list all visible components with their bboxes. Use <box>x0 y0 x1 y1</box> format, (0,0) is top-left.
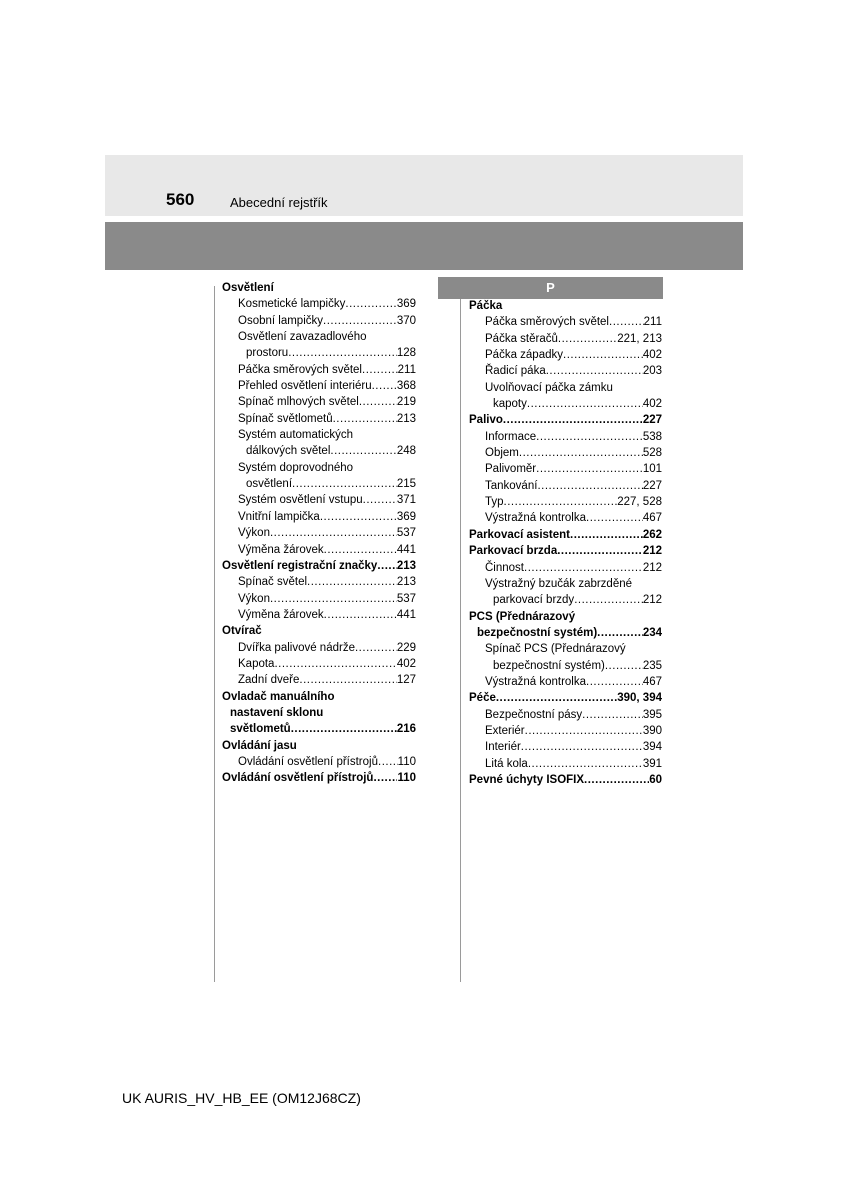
leader-dots <box>496 690 617 706</box>
index-entry <box>222 394 416 410</box>
index-entry-page: 391 <box>642 757 662 770</box>
index-entry <box>222 738 416 754</box>
index-entry <box>469 674 662 690</box>
index-entry-text: nastavení sklonu <box>230 706 324 719</box>
index-entry-text: Výkon <box>238 592 270 605</box>
index-entry-page: 370 <box>396 314 416 327</box>
leader-dots <box>270 591 397 607</box>
index-entry <box>222 476 416 492</box>
index-entry <box>222 574 416 590</box>
index-entry-text: bezpečnostní systém) <box>477 626 598 639</box>
index-entry <box>222 558 416 574</box>
leader-dots <box>528 756 643 772</box>
index-entry <box>222 607 416 623</box>
index-entry <box>222 672 416 688</box>
index-entry-text: Systém doprovodného <box>238 461 354 474</box>
index-entry <box>469 625 662 641</box>
index-entry <box>222 492 416 508</box>
index-entry-text: Výkon <box>238 527 270 540</box>
leader-dots <box>527 396 643 412</box>
index-entry-text: Parkovací brzda <box>469 545 558 558</box>
leader-dots <box>324 607 397 623</box>
index-entry-text: Systém automatických <box>238 429 354 442</box>
index-entry-page: 212 <box>642 561 662 574</box>
leader-dots <box>557 543 643 559</box>
index-entry-page: 227 <box>642 479 662 492</box>
index-entry-text: Informace <box>485 430 537 443</box>
index-entry-text: Výstražný bzučák zabrzděné <box>485 577 633 590</box>
index-entry-text: Spínač světlometů <box>238 412 333 425</box>
index-entry-page: 211 <box>643 316 662 329</box>
index-entry <box>222 329 416 345</box>
page-number: 560 <box>166 190 195 209</box>
index-entry-page: 537 <box>396 527 416 540</box>
index-entry-page: 203 <box>642 365 662 378</box>
leader-dots <box>563 347 643 363</box>
index-entry <box>222 378 416 394</box>
leader-dots <box>558 331 617 347</box>
index-entry-page: 215 <box>396 478 416 491</box>
index-entry-text: Ovládání osvětlení přístrojů <box>222 772 374 785</box>
index-entry-text: Objem <box>485 447 519 460</box>
index-entry-page: 262 <box>642 528 662 541</box>
index-entry-text: Pevné úchyty ISOFIX <box>469 773 585 786</box>
index-entry <box>222 542 416 558</box>
index-entry-text: Osobní lampičky <box>238 314 324 327</box>
index-entry-page: 248 <box>396 445 416 458</box>
leader-dots <box>292 476 397 492</box>
index-entry <box>469 412 662 428</box>
index-entry <box>469 739 662 755</box>
index-entry-text: Výstražná kontrolka <box>485 512 586 525</box>
index-entry-page: 101 <box>642 463 662 476</box>
index-entry-text: bezpečnostní systém) <box>493 659 605 672</box>
leader-dots <box>584 772 649 788</box>
index-entry-page: 537 <box>396 592 416 605</box>
index-entry <box>469 510 662 526</box>
index-entry <box>222 656 416 672</box>
leader-dots <box>519 445 643 461</box>
index-entry-page: 402 <box>396 657 416 670</box>
letter-heading: P <box>438 277 663 299</box>
index-entry-text: Kapota <box>238 657 275 670</box>
index-entry-text: Páčka <box>469 300 503 312</box>
index-entry-text: PCS (Přednárazový <box>469 610 576 623</box>
index-entry-text: Vnitřní lampička <box>238 510 320 523</box>
index-entry <box>222 623 416 639</box>
leader-dots <box>586 510 643 526</box>
index-entry <box>222 525 416 541</box>
leader-dots <box>536 429 643 445</box>
index-entry-page: 441 <box>396 543 416 556</box>
index-entry <box>469 641 662 657</box>
index-entry-text: Spínač mlhových světel <box>238 396 359 409</box>
index-entry <box>469 772 662 788</box>
leader-dots <box>307 574 397 590</box>
index-entry-page: 213 <box>396 412 416 425</box>
index-entry-page: 212 <box>642 545 662 558</box>
index-entry-text: dálkových světel <box>246 445 331 458</box>
leader-dots <box>586 674 643 690</box>
index-entry-text: Páčka směrových světel <box>238 363 362 376</box>
index-entry <box>469 723 662 739</box>
index-entry-page: 216 <box>396 723 416 736</box>
leader-dots <box>299 672 396 688</box>
index-entry-text: Páčka západky <box>485 349 563 362</box>
index-entry <box>469 396 662 412</box>
index-entry-text: Výměna žárovek <box>238 543 324 556</box>
index-entry <box>222 345 416 361</box>
index-entry-page: 369 <box>396 510 416 523</box>
index-entry-text: Zadní dveře <box>238 674 300 687</box>
index-column-left <box>222 280 416 787</box>
leader-dots <box>605 658 643 674</box>
index-entry-page: 213 <box>396 559 416 572</box>
index-entry <box>222 640 416 656</box>
index-entry-text: Typ <box>485 496 504 509</box>
leader-dots <box>373 770 397 786</box>
header-band <box>105 155 743 216</box>
index-entry <box>469 527 662 543</box>
index-entry-text: Parkovací asistent <box>469 528 571 541</box>
index-column-right <box>469 298 662 788</box>
index-entry-text: Řadicí páka <box>485 365 546 378</box>
leader-dots <box>503 412 643 428</box>
leader-dots <box>355 640 397 656</box>
index-entry-text: Dvířka palivové nádrže <box>238 641 355 654</box>
index-entry-text: kapoty <box>493 398 527 411</box>
leader-dots <box>525 723 643 739</box>
index-entry <box>222 705 416 721</box>
index-entry-page: 467 <box>642 512 662 525</box>
index-entry-text: Otvírač <box>222 625 262 638</box>
index-entry <box>222 443 416 459</box>
index-entry-page: 110 <box>397 772 416 785</box>
index-entry-page: 211 <box>397 363 416 376</box>
index-entry-text: osvětlení <box>246 478 293 491</box>
left-column-divider <box>214 286 215 982</box>
leader-dots <box>609 314 644 330</box>
leader-dots <box>274 656 396 672</box>
index-entry-page: 368 <box>396 380 416 393</box>
index-entry-text: Páčka směrových světel <box>485 316 609 329</box>
index-entry-page: 227, 528 <box>617 496 662 509</box>
index-entry-page: 219 <box>396 396 416 409</box>
index-entry-text: Uvolňovací páčka zámku <box>485 381 613 394</box>
index-entry-text: Exteriér <box>485 724 525 737</box>
index-entry <box>469 314 662 330</box>
leader-dots <box>270 525 397 541</box>
leader-dots <box>521 739 643 755</box>
index-entry-text: Výstražná kontrolka <box>485 675 586 688</box>
leader-dots <box>330 443 396 459</box>
index-entry-text: Spínač PCS (Přednárazový <box>485 643 626 656</box>
index-entry-page: 235 <box>642 659 662 672</box>
index-entry <box>469 363 662 379</box>
index-entry-page: 528 <box>642 447 662 460</box>
index-entry-text: Osvětlení <box>222 282 274 294</box>
header-dark-band <box>105 222 743 270</box>
index-entry <box>469 756 662 772</box>
index-entry <box>222 754 416 770</box>
leader-dots <box>372 378 397 394</box>
index-entry-text: Interiér <box>485 741 521 754</box>
index-entry-page: 229 <box>396 641 416 654</box>
index-entry-page: 395 <box>642 708 662 721</box>
index-entry <box>469 298 662 314</box>
index-entry <box>222 427 416 443</box>
index-entry-text: Kosmetické lampičky <box>238 298 346 311</box>
index-entry <box>469 331 662 347</box>
leader-dots <box>323 313 397 329</box>
index-entry-page: 538 <box>642 430 662 443</box>
index-entry <box>222 313 416 329</box>
index-entry-page: 390, 394 <box>617 692 662 705</box>
index-entry-page: 390 <box>642 724 662 737</box>
leader-dots <box>324 542 397 558</box>
index-entry-page: 441 <box>396 608 416 621</box>
index-entry <box>469 347 662 363</box>
index-entry-page: 128 <box>396 347 416 360</box>
leader-dots <box>359 394 397 410</box>
index-entry-text: Palivo <box>469 414 503 427</box>
index-entry-page: 371 <box>396 494 416 507</box>
index-entry-text: světlometů <box>230 723 291 736</box>
index-entry-text: prostoru <box>246 347 289 360</box>
index-entry-text: Palivoměr <box>485 463 537 476</box>
leader-dots <box>333 411 397 427</box>
index-entry-text: Činnost <box>485 561 524 574</box>
index-entry <box>222 509 416 525</box>
leader-dots <box>524 560 643 576</box>
leader-dots <box>320 509 397 525</box>
index-entry-text: Ovládání jasu <box>222 739 297 752</box>
document-footer: UK AURIS_HV_HB_EE (OM12J68CZ) <box>122 1090 361 1106</box>
index-entry-page: 227 <box>642 414 662 427</box>
index-entry <box>222 721 416 737</box>
index-entry <box>222 591 416 607</box>
index-entry-page: 127 <box>396 674 416 687</box>
index-entry <box>469 461 662 477</box>
index-entry <box>469 445 662 461</box>
leader-dots <box>536 461 643 477</box>
index-entry-text: Páčka stěračů <box>485 332 558 345</box>
leader-dots <box>504 494 618 510</box>
leader-dots <box>378 754 398 770</box>
index-entry <box>469 707 662 723</box>
index-entry <box>222 770 416 786</box>
index-entry-page: 213 <box>396 576 416 589</box>
index-entry-text: Péče <box>469 692 496 705</box>
leader-dots <box>582 707 643 723</box>
index-entry-text: Bezpečnostní pásy <box>485 708 583 721</box>
index-entry-text: Ovládání osvětlení přístrojů <box>238 755 378 768</box>
index-entry <box>222 362 416 378</box>
index-entry-text: Přehled osvětlení interiéru <box>238 380 372 393</box>
index-entry <box>222 411 416 427</box>
leader-dots <box>362 362 398 378</box>
index-entry <box>222 296 416 312</box>
index-entry <box>469 543 662 559</box>
index-entry-text: Ovladač manuálního <box>222 690 335 703</box>
index-entry-page: 402 <box>642 398 662 411</box>
index-entry <box>469 478 662 494</box>
index-entry-page: 467 <box>642 675 662 688</box>
index-entry <box>469 592 662 608</box>
leader-dots <box>291 721 397 737</box>
leader-dots <box>597 625 643 641</box>
index-entry-page: 221, 213 <box>617 332 662 345</box>
index-entry-page: 60 <box>649 773 662 786</box>
index-entry <box>469 576 662 592</box>
index-entry <box>469 609 662 625</box>
index-entry-page: 234 <box>642 626 662 639</box>
index-entry <box>469 494 662 510</box>
leader-dots <box>546 363 643 379</box>
index-entry-page: 110 <box>397 755 416 768</box>
index-entry <box>469 658 662 674</box>
index-entry <box>469 380 662 396</box>
leader-dots <box>288 345 397 361</box>
index-entry-text: Tankování <box>485 479 538 492</box>
leader-dots <box>377 558 396 574</box>
index-entry <box>469 429 662 445</box>
leader-dots <box>570 527 643 543</box>
leader-dots <box>345 296 396 312</box>
right-column-divider <box>460 298 461 982</box>
index-entry-text: Litá kola <box>485 757 528 770</box>
index-entry-text: Výměna žárovek <box>238 608 324 621</box>
index-entry <box>222 280 416 296</box>
index-entry-page: 402 <box>642 349 662 362</box>
index-entry <box>222 689 416 705</box>
leader-dots <box>363 492 397 508</box>
index-entry <box>469 690 662 706</box>
index-entry-page: 369 <box>396 298 416 311</box>
index-entry <box>222 460 416 476</box>
leader-dots <box>574 592 643 608</box>
index-entry-text: Osvětlení registrační značky <box>222 559 378 572</box>
index-entry-text: Systém osvětlení vstupu <box>238 494 363 507</box>
index-entry-text: Osvětlení zavazadlového <box>238 331 367 344</box>
index-entry-text: parkovací brzdy <box>493 594 575 607</box>
leader-dots <box>537 478 642 494</box>
index-entry-page: 394 <box>642 741 662 754</box>
index-entry-text: Spínač světel <box>238 576 308 589</box>
index-entry-page: 212 <box>642 594 662 607</box>
section-title: Abecední rejstřík <box>230 195 328 210</box>
index-entry <box>469 560 662 576</box>
